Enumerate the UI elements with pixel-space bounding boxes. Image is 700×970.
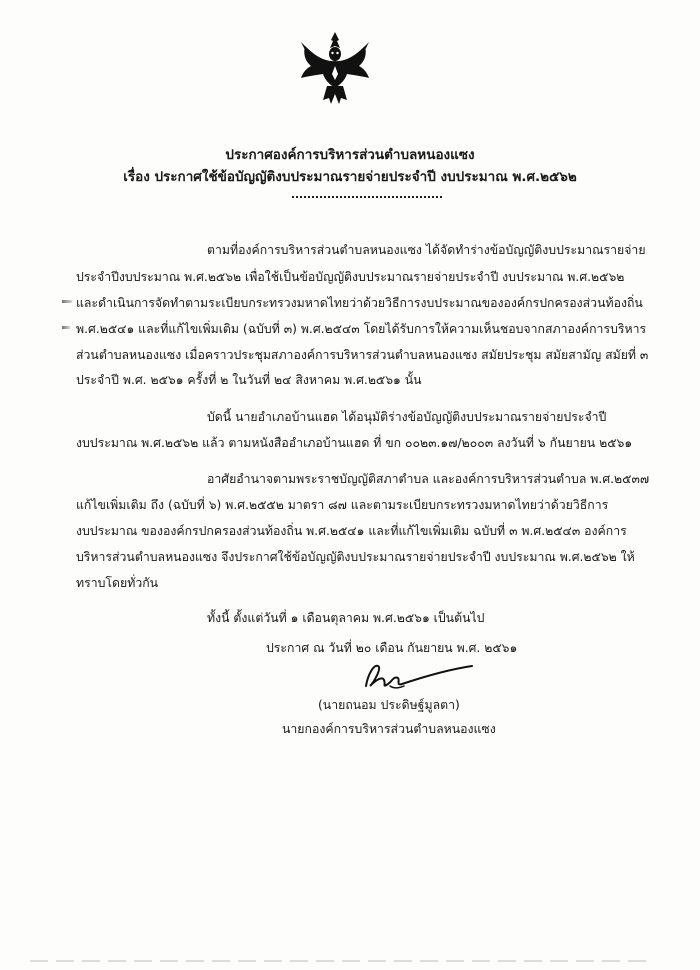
paragraph-1-line-3: และดำเนินการจัดทำตามระเบียบกระทรวงมหาดไทยว่าด้วยวิธีการงบประมาณขององค์กรปกครองส่วนท้องถิ่น (76, 296, 643, 310)
announcement-date: ประกาศ ณ วันที่ ๒๐ เดือน กันยายน พ.ศ. ๒๕๖๑ (266, 641, 518, 655)
title-separator (292, 196, 442, 198)
paragraph-3-line-3: งบประมาณ ขององค์กรปกครองส่วนท้องถิ่น พ.ศ.๒๕๔๑ และที่แก้ไขเพิ่มเติม ฉบับที่ ๓ พ.ศ.๒๕๔๓ องค์การ (76, 524, 627, 538)
paragraph-1-line-5: ส่วนตำบลหนองแซง เมื่อคราวประชุมสภาองค์การบริหารส่วนตำบลหนองแซง สมัยประชุม สมัยสามัญ สมัยที่ ๓ (76, 348, 649, 362)
garuda-emblem-icon (295, 28, 375, 108)
handwritten-signature-icon (360, 656, 480, 694)
signatory-position: นายกองค์การบริหารส่วนตำบลหนองแซง (282, 722, 496, 736)
paragraph-1-line-6: ประจำปี พ.ศ. ๒๕๖๑ ครั้งที่ ๒ ในวันที่ ๒๔ สิงหาคม พ.ศ.๒๕๖๑ นั้น (76, 373, 422, 387)
scan-edge-streak (30, 960, 650, 962)
paragraph-1-line-4: พ.ศ.๒๕๔๑ และที่แก้ไขเพิ่มเติม (ฉบับที่ ๓) พ.ศ.๒๕๔๓ โดยได้รับการให้ความเห็นชอบจากสภาองค์การบริหาร (76, 322, 647, 336)
paragraph-3-line-4: บริหารส่วนตำบลหนองแซง จึงประกาศใช้ข้อบัญญัติงบประมาณรายจ่ายประจำปี งบประมาณ พ.ศ.๒๕๖๒ ให้ (76, 550, 635, 564)
paragraph-1-line-2: ประจำปีงบประมาณ พ.ศ.๒๕๖๒ เพื่อใช้เป็นข้อบัญญัติงบประมาณรายจ่ายประจำปี งบประมาณ พ.ศ.๒๕๖๒ (76, 270, 625, 284)
paragraph-3-line-1: อาศัยอำนาจตามพระราชบัญญัติสภาตำบล และองค์การบริหารส่วนตำบล พ.ศ.๒๕๓๗ (207, 472, 650, 486)
announcement-subject: เรื่อง ประกาศใช้ข้อบัญญัติงบประมาณรายจ่ายประจำปี งบประมาณ พ.ศ.๒๕๖๒ (123, 169, 577, 185)
signatory-name: (นายถนอม ประดิษฐ์มูลตา) (318, 698, 460, 712)
paragraph-2-line-2: งบประมาณ พ.ศ.๒๕๖๒ แล้ว ตามหนังสืออำเภอบ้านแฮด ที่ ขก ๐๐๒๓.๑๗/๒๐๐๓ ลงวันที่ ๖ กันยายน ๒๕๖๑ (76, 436, 633, 450)
paragraph-3-line-5: ทราบโดยทั่วกัน (76, 576, 159, 590)
scan-artifact (62, 326, 70, 329)
paragraph-2-line-1: บัดนี้ นายอำเภอบ้านแฮด ได้อนุมัติร่างข้อบัญญัติงบประมาณรายจ่ายประจำปี (207, 410, 607, 424)
paragraph-1-line-1: ตามที่องค์การบริหารส่วนตำบลหนองแซง ได้จัดทำร่างข้อบัญญัติงบประมาณรายจ่าย (207, 243, 646, 257)
announcement-title: ประกาศองค์การบริหารส่วนตำบลหนองแซง (225, 147, 475, 163)
paragraph-4: ทั้งนี้ ตั้งแต่วันที่ ๑ เดือนตุลาคม พ.ศ.๒๕๖๑ เป็นต้นไป (207, 611, 485, 625)
paragraph-3-line-2: แก้ไขเพิ่มเติม ถึง (ฉบับที่ ๖) พ.ศ.๒๕๕๒ มาตรา ๘๗ และตามระเบียบกระทรวงมหาดไทยว่าด้วยวิธีการ (76, 498, 609, 512)
scan-artifact (62, 300, 72, 303)
